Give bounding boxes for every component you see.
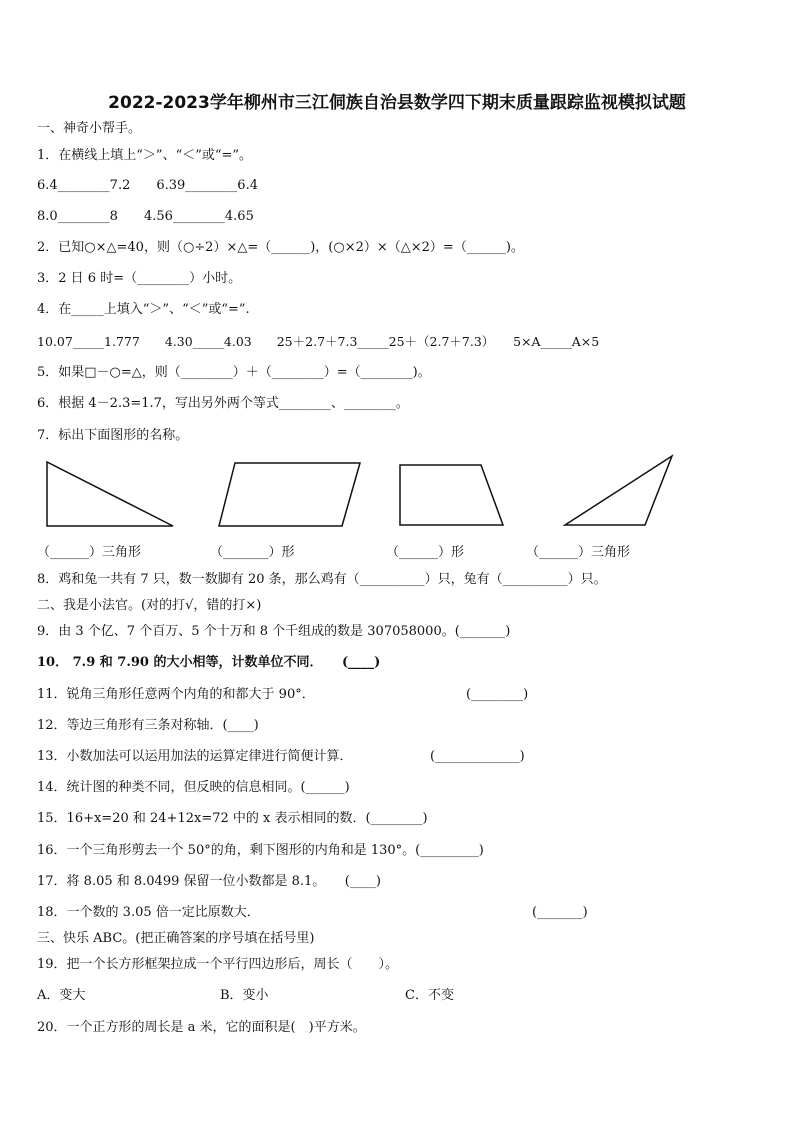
section-heading-1: 一、神奇小帮手。 — [37, 121, 142, 136]
question-14: 14．统计图的种类不同，但反映的信息相同。(______) — [37, 780, 350, 795]
obtuse-triangle-figure — [560, 453, 678, 529]
option-b: B．变小 — [220, 988, 269, 1003]
right-triangle-figure — [40, 458, 180, 530]
question-17: 17．将 8.05 和 8.0499 保留一位小数都是 8.1。 (____) — [37, 874, 381, 889]
option-a: A．变大 — [37, 988, 86, 1003]
question-19: 19．把一个长方形框架拉成一个平行四边形后，周长（ ）。 — [37, 957, 399, 972]
question-2: 2．已知○×△=40，则（○÷2）×△=（______)，(○×2）×（△×2）=（______)。 — [37, 240, 524, 255]
question-5: 5．如果□－○=△，则（________）＋（________）=（________)。 — [37, 365, 431, 380]
trapezoid-figure — [395, 461, 507, 529]
question-9: 9．由 3 个亿、7 个百万、5 个十万和 8 个千组成的数是 307058000。(_______) — [37, 624, 511, 639]
page-title: 2022-2023学年柳州市三江侗族自治县数学四下期末质量跟踪监视模拟试题 — [108, 93, 686, 113]
question-18: 18．一个数的 3.05 倍一定比原数大． — [37, 905, 260, 920]
question-18-blank: (_______) — [532, 905, 588, 920]
question-20: 20．一个正方形的周长是 a 米，它的面积是( )平方米。 — [37, 1020, 366, 1035]
shape-label-1: （______）三角形 — [37, 545, 142, 560]
parallelogram-figure — [215, 458, 365, 530]
shape-label-4: （______）三角形 — [526, 545, 631, 560]
question-16: 16．一个三角形剪去一个 50°的角，剩下图形的内角和是 130°。(_________) — [37, 843, 484, 858]
question-10: 10． 7.9 和 7.90 的大小相等，计数单位不同． (____) — [37, 655, 381, 670]
shape-label-3: （______）形 — [386, 545, 465, 560]
question-15: 15．16+x=20 和 24+12x=72 中的 x 表示相同的数．(________) — [37, 811, 428, 826]
section-heading-3: 三、快乐 ABC。(把正确答案的序号填在括号里) — [37, 931, 315, 946]
question-8: 8．鸡和兔一共有 7 只，数一数脚有 20 条，那么鸡有（__________）只，兔有（__________）只。 — [37, 572, 607, 587]
question-11-blank: (________) — [466, 687, 529, 702]
question-1-row-1: 6.4________7.2 6.39________6.4 — [37, 178, 258, 193]
question-6: 6．根据 4－2.3=1.7，写出另外两个等式________、________。 — [37, 396, 409, 411]
question-11: 11．锐角三角形任意两个内角的和都大于 90°． — [37, 687, 315, 702]
option-c: C．不变 — [405, 988, 454, 1003]
question-12: 12．等边三角形有三条对称轴．(____) — [37, 718, 259, 733]
question-13-blank: (_____________) — [430, 749, 525, 764]
question-4: 4．在_____上填入“＞”、“＜”或“=”. — [37, 302, 250, 317]
question-3: 3．2 日 6 时=（________）小时。 — [37, 271, 242, 286]
section-heading-2: 二、我是小法官。(对的打√，错的打×) — [37, 598, 262, 613]
question-7: 7．标出下面图形的名称。 — [37, 428, 189, 443]
question-1-row-2: 8.0________8 4.56________4.65 — [37, 209, 254, 224]
question-4-row: 10.07_____1.777 4.30_____4.03 25＋2.7＋7.3_____25＋（2.7＋7.3） 5×A_____A×5 — [37, 334, 600, 349]
question-13: 13．小数加法可以运用加法的运算定律进行简便计算． — [37, 749, 353, 764]
shape-label-2: （_______）形 — [210, 545, 295, 560]
question-1: 1．在横线上填上“＞”、“＜”或“=”。 — [37, 148, 253, 163]
